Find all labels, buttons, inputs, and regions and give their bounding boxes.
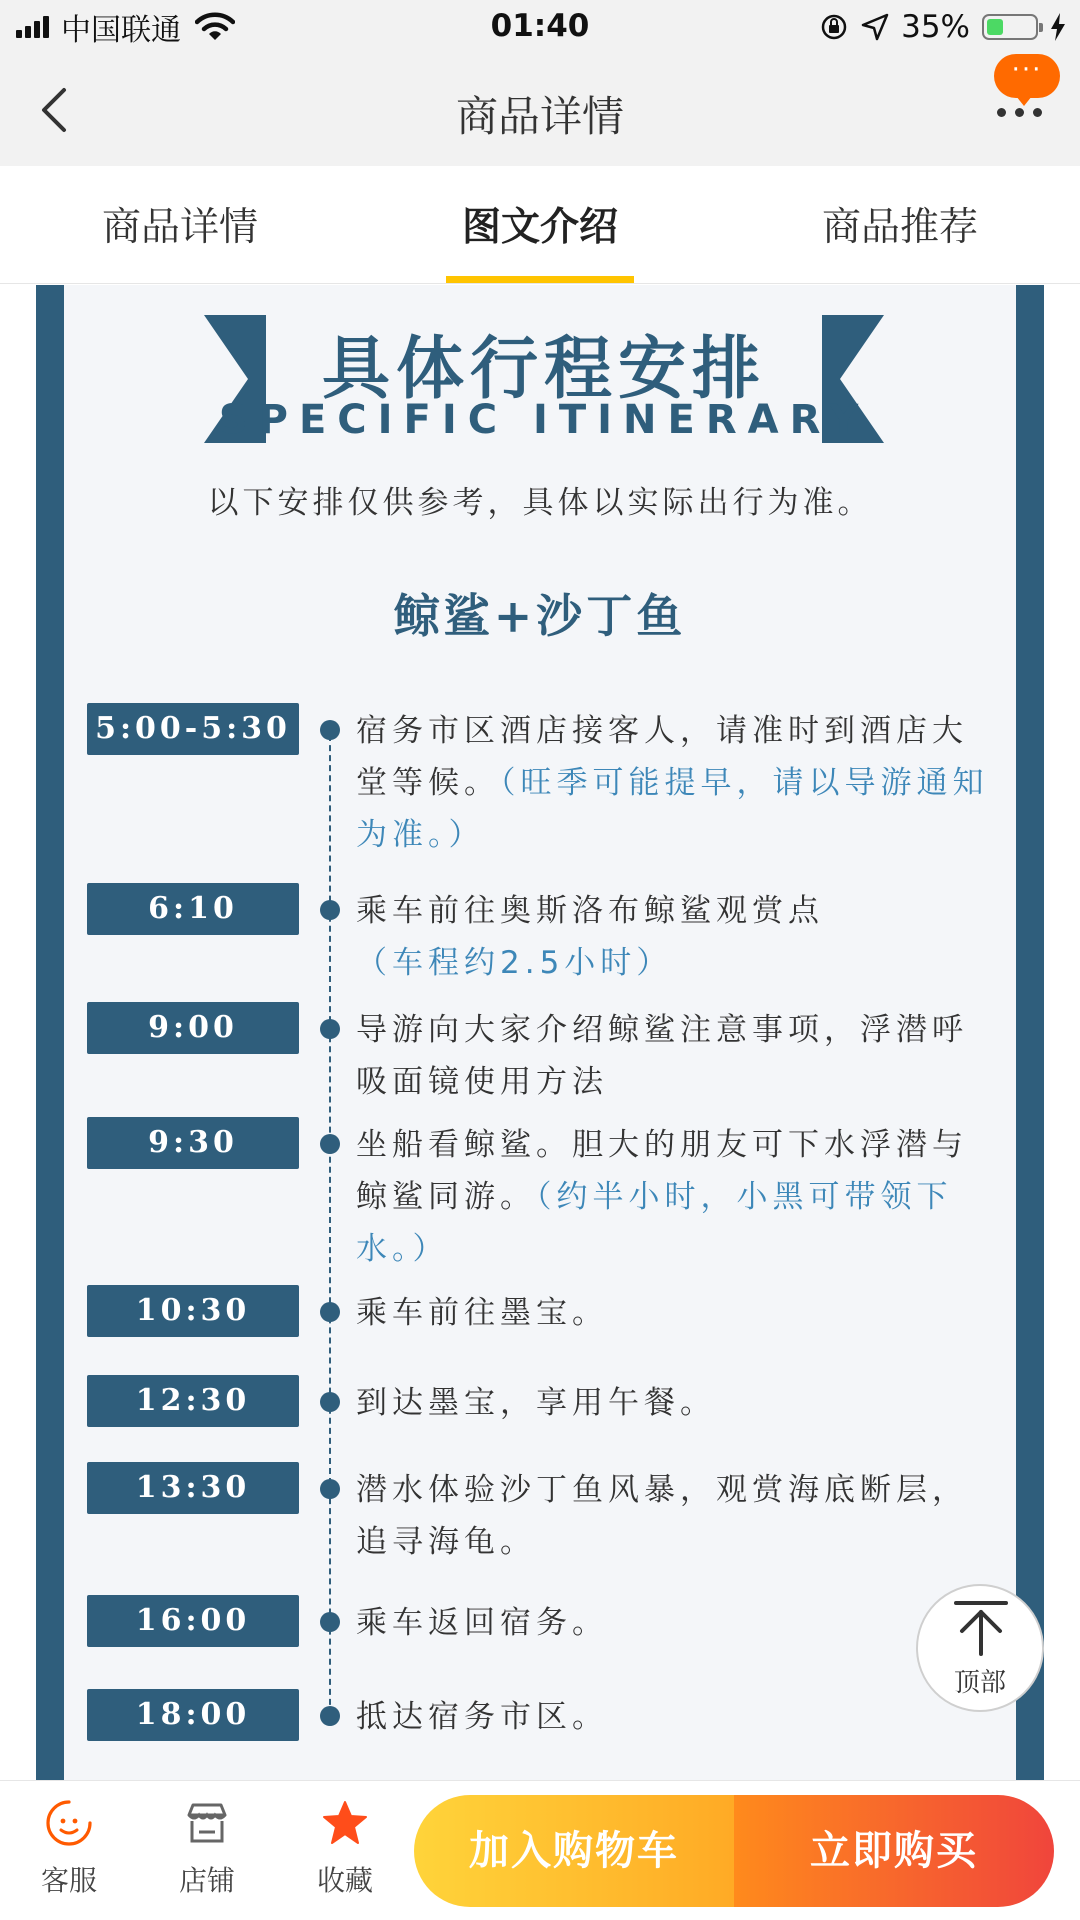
- disclaimer-note: 以下安排仅供参考，具体以实际出行为准。: [207, 485, 873, 521]
- customer-service-label: 客服: [40, 1864, 97, 1897]
- timeline-dot: [320, 1612, 340, 1632]
- arrow-up-icon: [952, 1600, 1010, 1656]
- time-badge: 18:00: [87, 1689, 299, 1741]
- timeline-dot: [320, 1019, 340, 1039]
- title-banner: [204, 315, 884, 443]
- poster-subtitle: SPECIFIC ITINERARY: [218, 397, 870, 443]
- time-badge: 9:00: [87, 1002, 299, 1054]
- time-badge: 16:00: [87, 1595, 299, 1647]
- time-badge: 6:10: [87, 883, 299, 935]
- item-description: 到达墨宝，享用午餐。: [356, 1385, 716, 1421]
- item-description: 抵达宿务市区。: [356, 1699, 608, 1735]
- page-title: 商品详情: [455, 92, 624, 141]
- timeline-dot: [320, 900, 340, 920]
- store-label: 店铺: [178, 1864, 235, 1897]
- item-description: 乘车返回宿务。: [356, 1605, 608, 1641]
- content-area[interactable]: [0, 285, 1080, 1780]
- tab-recommendations[interactable]: 商品推荐: [821, 205, 978, 250]
- poster-title: 具体行程安排: [321, 329, 766, 409]
- store-icon: [183, 1799, 231, 1847]
- battery-icon: [982, 14, 1038, 40]
- store-button[interactable]: [152, 1799, 262, 1909]
- item-description: 潜水体验沙丁鱼风暴，观赏海底断层，追寻海龟。: [356, 1472, 968, 1560]
- customer-service-button[interactable]: [14, 1799, 124, 1909]
- favorite-button[interactable]: [290, 1799, 400, 1909]
- tab-product-details[interactable]: 商品详情: [101, 205, 258, 250]
- clock: 01:40: [490, 8, 590, 44]
- customer-service-icon: [45, 1799, 93, 1847]
- more-dots-icon: [997, 108, 1042, 117]
- back-to-top-button[interactable]: [916, 1584, 1044, 1712]
- itinerary-poster: [36, 285, 1044, 1780]
- buy-now-button[interactable]: 立即购买: [734, 1795, 1054, 1907]
- item-description: 坐船看鲸鲨。胆大的朋友可下水浮潜与鲸鲨同游。（约半小时，小黑可带领下水。）: [356, 1127, 968, 1267]
- cellular-signal-icon: [16, 16, 49, 38]
- item-description: 乘车前往墨宝。: [356, 1295, 608, 1331]
- timeline-dot: [320, 1479, 340, 1499]
- item-description: 导游向大家介绍鲸鲨注意事项，浮潜呼吸面镜使用方法: [356, 1012, 968, 1100]
- add-to-cart-button[interactable]: 加入购物车: [414, 1795, 734, 1907]
- nav-bar: [0, 54, 1080, 166]
- back-button[interactable]: [28, 82, 84, 138]
- star-icon: [321, 1799, 369, 1847]
- timeline-dot: [320, 1706, 340, 1726]
- favorite-label: 收藏: [316, 1864, 373, 1897]
- timeline-dot: [320, 1392, 340, 1412]
- bottom-action-bar: [0, 1780, 1080, 1920]
- location-arrow-icon: [861, 13, 889, 41]
- back-to-top-label: 顶部: [953, 1668, 1006, 1698]
- more-button[interactable]: [964, 54, 1060, 126]
- purchase-actions: [414, 1795, 1054, 1907]
- time-badge: 13:30: [87, 1462, 299, 1514]
- status-bar: [0, 0, 1080, 54]
- timeline-dot: [320, 1302, 340, 1322]
- timeline-line: [329, 725, 331, 1725]
- poster-inner: [64, 285, 1016, 1780]
- wifi-icon: [195, 12, 235, 42]
- charging-bolt-icon: [1050, 13, 1066, 41]
- tab-bar: [0, 166, 1080, 284]
- tab-graphic-intro[interactable]: 图文介绍: [360, 166, 720, 283]
- carrier-name: 中国联通: [61, 13, 181, 48]
- timeline-dot: [320, 720, 340, 740]
- time-badge: 5:00-5:30: [87, 703, 299, 755]
- time-badge: 9:30: [87, 1117, 299, 1169]
- section-title: 鲸鲨+沙丁鱼: [393, 589, 687, 643]
- message-badge[interactable]: ···: [994, 54, 1060, 98]
- timeline-dot: [320, 1134, 340, 1154]
- battery-percent: 35%: [901, 9, 970, 45]
- item-description: 乘车前往奥斯洛布鲸鲨观赏点 （车程约2.5小时）: [356, 893, 824, 981]
- status-right: [819, 8, 1066, 46]
- time-badge: 12:30: [87, 1375, 299, 1427]
- time-badge: 10:30: [87, 1285, 299, 1337]
- chevron-left-icon: [28, 82, 84, 138]
- rotation-lock-icon: [819, 12, 849, 42]
- item-description: 宿务市区酒店接客人，请准时到酒店大堂等候。（旺季可能提早，请以导游通知为准。）: [356, 713, 989, 853]
- battery-level: [987, 19, 1003, 35]
- status-left: [16, 8, 235, 46]
